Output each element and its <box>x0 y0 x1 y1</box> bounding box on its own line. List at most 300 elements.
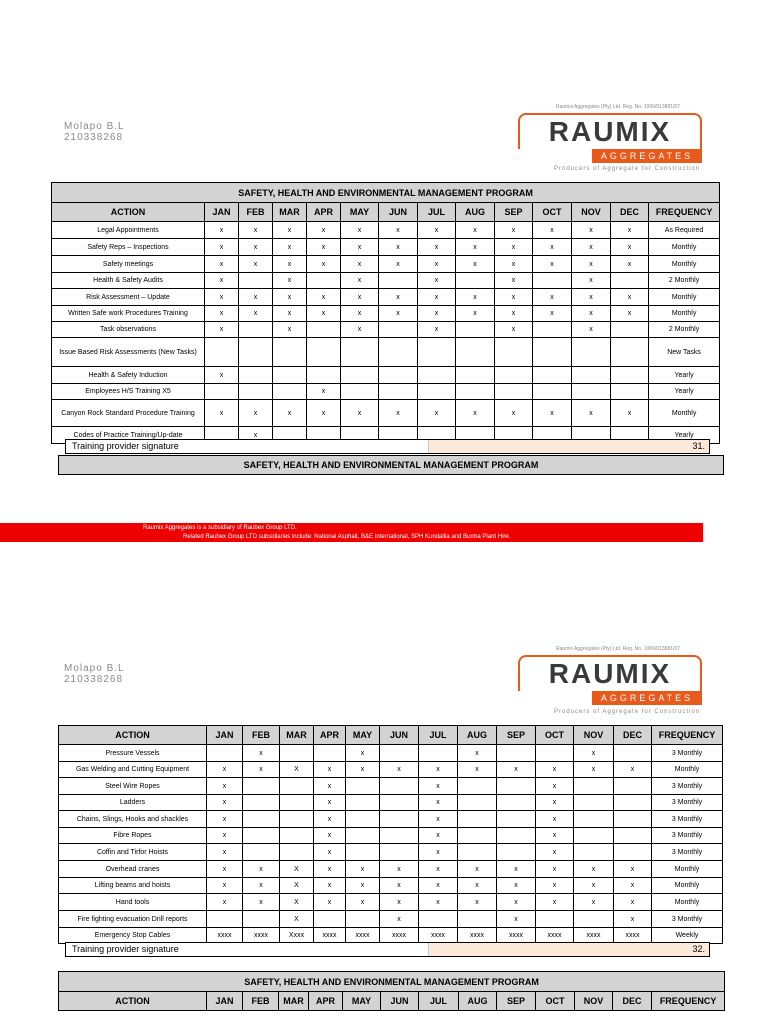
month-mark: x <box>418 239 456 256</box>
month-mark: x <box>239 222 273 239</box>
col-header-month: MAY <box>346 726 380 745</box>
month-mark: X <box>280 878 314 894</box>
col-header-month: MAR <box>279 992 309 1011</box>
col-header-month: SEP <box>495 203 533 222</box>
month-mark: x <box>207 894 243 911</box>
row-frequency: 2 Monthly <box>649 273 720 289</box>
month-mark <box>207 911 243 928</box>
month-mark: x <box>205 289 239 306</box>
month-mark: x <box>341 306 379 322</box>
row-action: Written Safe work Procedures Training <box>52 306 205 322</box>
row-frequency: Yearly <box>649 384 720 400</box>
month-mark <box>280 745 314 762</box>
month-mark: x <box>314 861 346 878</box>
month-mark <box>614 745 652 762</box>
month-mark <box>280 811 314 828</box>
col-header-action: ACTION <box>52 203 205 222</box>
month-mark <box>458 844 497 861</box>
month-mark: x <box>379 306 418 322</box>
month-mark: x <box>205 322 239 338</box>
table-row <box>52 322 720 338</box>
month-mark <box>239 322 273 338</box>
month-mark: x <box>536 894 574 911</box>
month-mark <box>380 778 419 795</box>
month-mark: x <box>574 878 614 894</box>
row-action: Coffin and Tirfor Hoists <box>59 844 207 861</box>
row-action: Pressure Vessels <box>59 745 207 762</box>
month-mark <box>243 828 280 844</box>
month-mark <box>346 844 380 861</box>
month-mark: x <box>572 306 611 322</box>
month-mark: x <box>419 811 458 828</box>
month-mark: x <box>418 289 456 306</box>
month-mark <box>314 911 346 928</box>
month-mark: x <box>205 239 239 256</box>
month-mark <box>380 844 419 861</box>
month-mark: x <box>572 256 611 273</box>
month-mark: x <box>536 878 574 894</box>
month-mark <box>243 795 280 811</box>
month-mark: x <box>533 400 572 427</box>
month-mark: x <box>418 322 456 338</box>
row-action: Gas Welding and Cutting Equipment <box>59 762 207 778</box>
month-mark: x <box>314 811 346 828</box>
month-mark: x <box>611 289 649 306</box>
banner-line-2: Related Raubex Group LTD subsidiaries include: National Asphalt, B&E International, SPH Kundalila and Burma Plant Hire. <box>183 534 511 540</box>
month-mark: x <box>614 861 652 878</box>
table-row <box>52 338 720 367</box>
col-header-month: APR <box>314 726 346 745</box>
month-mark <box>614 828 652 844</box>
row-frequency: 2 Monthly <box>649 322 720 338</box>
month-mark: x <box>574 745 614 762</box>
month-mark: x <box>341 256 379 273</box>
month-mark: x <box>533 239 572 256</box>
month-mark <box>273 338 307 367</box>
month-mark <box>418 384 456 400</box>
month-mark: x <box>456 289 495 306</box>
month-mark: xxxx <box>314 928 346 944</box>
month-mark <box>533 367 572 384</box>
month-mark <box>379 273 418 289</box>
col-header-month: APR <box>309 992 343 1011</box>
month-mark <box>611 367 649 384</box>
month-mark: x <box>307 256 341 273</box>
month-mark <box>497 795 536 811</box>
month-mark: x <box>495 306 533 322</box>
month-mark: x <box>314 878 346 894</box>
col-header-month: NOV <box>575 992 613 1011</box>
month-mark: x <box>614 894 652 911</box>
month-mark: x <box>456 222 495 239</box>
registration-number: Raumix Aggregates (Pty) Ltd. Reg. No. 1999/013881/07 <box>556 104 680 110</box>
month-mark: xxxx <box>614 928 652 944</box>
month-mark: x <box>239 427 273 444</box>
month-mark: x <box>207 762 243 778</box>
month-mark: x <box>536 844 574 861</box>
month-mark: x <box>346 894 380 911</box>
month-mark <box>456 338 495 367</box>
row-frequency: Monthly <box>649 306 720 322</box>
month-mark: x <box>497 861 536 878</box>
month-mark: x <box>239 239 273 256</box>
month-mark: x <box>572 239 611 256</box>
table-header-row <box>52 203 720 222</box>
col-header-month: APR <box>307 203 341 222</box>
month-mark: x <box>572 273 611 289</box>
month-mark <box>533 322 572 338</box>
month-mark: x <box>273 239 307 256</box>
author-name: Molapo B.L <box>64 663 125 674</box>
row-frequency: Monthly <box>652 861 723 878</box>
month-mark: x <box>341 289 379 306</box>
month-mark: x <box>314 762 346 778</box>
col-header-month: OCT <box>533 203 572 222</box>
program-table-2 <box>58 725 723 944</box>
table-row <box>52 306 720 322</box>
col-header-action: ACTION <box>59 726 207 745</box>
month-mark <box>572 384 611 400</box>
month-mark <box>307 338 341 367</box>
month-mark: x <box>497 762 536 778</box>
month-mark: xxxx <box>207 928 243 944</box>
month-mark: x <box>239 289 273 306</box>
month-mark: x <box>572 222 611 239</box>
month-mark <box>497 778 536 795</box>
table-header-row <box>59 992 725 1011</box>
month-mark: X <box>280 762 314 778</box>
month-mark <box>497 844 536 861</box>
row-frequency: Monthly <box>652 894 723 911</box>
month-mark: x <box>418 273 456 289</box>
month-mark: x <box>307 306 341 322</box>
month-mark: x <box>611 306 649 322</box>
col-header-month: OCT <box>536 726 574 745</box>
col-header-month: JUL <box>419 992 459 1011</box>
month-mark <box>280 778 314 795</box>
month-mark: x <box>207 861 243 878</box>
month-mark: x <box>458 762 497 778</box>
row-frequency: Yearly <box>649 367 720 384</box>
month-mark: x <box>239 306 273 322</box>
month-mark <box>346 911 380 928</box>
month-mark <box>273 367 307 384</box>
company-tagline: Producers of Aggregate for Construction <box>554 166 701 172</box>
month-mark <box>497 828 536 844</box>
raumix-logo <box>518 655 702 705</box>
col-header-month: SEP <box>497 992 536 1011</box>
month-mark: x <box>419 828 458 844</box>
month-mark <box>239 273 273 289</box>
col-header-month: DEC <box>611 203 649 222</box>
month-mark: xxxx <box>243 928 280 944</box>
month-mark: x <box>572 289 611 306</box>
month-mark: x <box>419 778 458 795</box>
month-mark <box>346 795 380 811</box>
month-mark <box>611 322 649 338</box>
month-mark: x <box>497 894 536 911</box>
col-header-month: AUG <box>456 203 495 222</box>
month-mark: x <box>205 367 239 384</box>
table-row <box>59 745 723 762</box>
table-row <box>52 222 720 239</box>
program-table-1 <box>51 182 720 444</box>
month-mark <box>572 338 611 367</box>
month-mark: x <box>419 844 458 861</box>
month-mark: x <box>418 306 456 322</box>
table-row <box>59 778 723 795</box>
month-mark: x <box>346 762 380 778</box>
month-mark <box>497 811 536 828</box>
month-mark: x <box>456 400 495 427</box>
table-title: SAFETY, HEALTH AND ENVIRONMENTAL MANAGEMENT PROGRAM <box>59 972 725 992</box>
table-row <box>59 911 723 928</box>
row-action: Codes of Practice Training/Up-date <box>52 427 205 444</box>
month-mark: x <box>341 222 379 239</box>
signature-label: Training provider signature <box>66 440 428 453</box>
signature-bar <box>65 942 710 957</box>
month-mark: x <box>495 239 533 256</box>
month-mark <box>243 844 280 861</box>
month-mark: x <box>314 778 346 795</box>
month-mark: x <box>307 239 341 256</box>
month-mark: Xxxx <box>280 928 314 944</box>
col-header-frequency: FREQUENCY <box>649 203 720 222</box>
row-action: Fibre Ropes <box>59 828 207 844</box>
table-row <box>59 844 723 861</box>
month-mark <box>572 367 611 384</box>
month-mark: x <box>379 289 418 306</box>
month-mark <box>614 778 652 795</box>
month-mark <box>341 367 379 384</box>
month-mark <box>574 795 614 811</box>
row-action: Hand tools <box>59 894 207 911</box>
col-header-month: FEB <box>243 992 279 1011</box>
month-mark: xxxx <box>574 928 614 944</box>
month-mark: x <box>574 762 614 778</box>
month-mark: x <box>419 878 458 894</box>
col-header-month: OCT <box>536 992 575 1011</box>
col-header-month: JUN <box>381 992 419 1011</box>
month-mark: x <box>380 911 419 928</box>
month-mark: x <box>273 322 307 338</box>
month-mark: x <box>207 828 243 844</box>
month-mark: x <box>243 878 280 894</box>
month-mark: x <box>458 861 497 878</box>
month-mark: x <box>273 306 307 322</box>
col-header-month: NOV <box>574 726 614 745</box>
col-header-month: MAY <box>343 992 381 1011</box>
month-mark: x <box>314 795 346 811</box>
month-mark: x <box>379 400 418 427</box>
month-mark <box>205 384 239 400</box>
month-mark: x <box>205 273 239 289</box>
col-header-month: DEC <box>613 992 652 1011</box>
month-mark: xxxx <box>380 928 419 944</box>
month-mark: x <box>572 400 611 427</box>
month-mark <box>239 338 273 367</box>
month-mark <box>239 384 273 400</box>
month-mark <box>346 828 380 844</box>
month-mark: x <box>458 745 497 762</box>
month-mark <box>533 338 572 367</box>
month-mark: x <box>572 322 611 338</box>
month-mark: x <box>419 894 458 911</box>
month-mark <box>380 811 419 828</box>
month-mark: x <box>307 289 341 306</box>
company-tagline: Producers of Aggregate for Construction <box>554 709 701 715</box>
month-mark <box>205 338 239 367</box>
month-mark <box>280 795 314 811</box>
month-mark: x <box>536 828 574 844</box>
month-mark: x <box>495 273 533 289</box>
month-mark: x <box>207 778 243 795</box>
month-mark: x <box>536 778 574 795</box>
month-mark <box>456 384 495 400</box>
col-header-month: NOV <box>572 203 611 222</box>
month-mark: X <box>280 911 314 928</box>
month-mark: x <box>458 894 497 911</box>
row-action: Steel Wire Ropes <box>59 778 207 795</box>
row-frequency: 3 Monthly <box>652 844 723 861</box>
month-mark <box>307 273 341 289</box>
month-mark <box>307 367 341 384</box>
month-mark: x <box>458 878 497 894</box>
month-mark: x <box>207 878 243 894</box>
month-mark <box>341 338 379 367</box>
month-mark <box>458 778 497 795</box>
logo-sub-text: AGGREGATES <box>600 150 694 161</box>
row-frequency: 3 Monthly <box>652 778 723 795</box>
col-header-month: FEB <box>243 726 280 745</box>
month-mark: x <box>307 384 341 400</box>
month-mark <box>456 322 495 338</box>
month-mark: x <box>207 795 243 811</box>
month-mark: x <box>207 811 243 828</box>
month-mark: X <box>280 894 314 911</box>
page-number: 31. <box>428 440 709 453</box>
month-mark: x <box>419 795 458 811</box>
month-mark: x <box>346 861 380 878</box>
month-mark <box>380 745 419 762</box>
month-mark: x <box>418 256 456 273</box>
col-header-month: MAR <box>273 203 307 222</box>
month-mark: x <box>314 844 346 861</box>
month-mark <box>314 745 346 762</box>
month-mark <box>536 911 574 928</box>
month-mark <box>380 795 419 811</box>
table-row <box>59 795 723 811</box>
month-mark <box>346 811 380 828</box>
row-action: Issue Based Risk Assessments (New Tasks) <box>52 338 205 367</box>
month-mark <box>495 338 533 367</box>
month-mark: x <box>341 400 379 427</box>
row-action: Emergency Stop Cables <box>59 928 207 944</box>
month-mark <box>418 338 456 367</box>
month-mark: x <box>419 861 458 878</box>
month-mark: x <box>533 289 572 306</box>
month-mark: x <box>495 289 533 306</box>
month-mark: x <box>346 878 380 894</box>
month-mark <box>418 367 456 384</box>
month-mark <box>495 384 533 400</box>
row-action: Chains, Slings, Hooks and shackles <box>59 811 207 828</box>
row-frequency: 3 Monthly <box>652 828 723 844</box>
month-mark <box>614 811 652 828</box>
row-frequency: Monthly <box>649 239 720 256</box>
table-row <box>52 273 720 289</box>
month-mark: x <box>536 762 574 778</box>
col-header-action: ACTION <box>59 992 207 1011</box>
row-frequency: Weekly <box>652 928 723 944</box>
signature-label: Training provider signature <box>66 943 428 956</box>
month-mark <box>497 745 536 762</box>
footer-title: SAFETY, HEALTH AND ENVIRONMENTAL MANAGEMENT PROGRAM <box>58 455 724 475</box>
month-mark: x <box>380 762 419 778</box>
row-action: Risk Assessment – Update <box>52 289 205 306</box>
month-mark: x <box>495 222 533 239</box>
month-mark: x <box>614 911 652 928</box>
col-header-month: MAY <box>341 203 379 222</box>
col-header-month: JUN <box>379 203 418 222</box>
month-mark: xxxx <box>419 928 458 944</box>
month-mark: x <box>418 222 456 239</box>
row-frequency: Monthly <box>649 289 720 306</box>
banner-line-1: Raumix Aggregates is a subsidiary of Raubex Group LTD. <box>143 525 297 531</box>
month-mark: x <box>611 222 649 239</box>
col-header-month: JUL <box>419 726 458 745</box>
month-mark: x <box>456 306 495 322</box>
row-frequency: Monthly <box>652 878 723 894</box>
row-frequency: Monthly <box>652 762 723 778</box>
month-mark: x <box>611 400 649 427</box>
month-mark: x <box>205 256 239 273</box>
month-mark: x <box>341 273 379 289</box>
logo-sub-text: AGGREGATES <box>600 692 694 703</box>
registration-number: Raumix Aggregates (Pty) Ltd. Reg. No. 1999/013881/07 <box>556 646 680 652</box>
logo-main-text: RAUMIX <box>548 658 672 689</box>
row-frequency: 3 Monthly <box>652 745 723 762</box>
month-mark: x <box>614 762 652 778</box>
col-header-month: MAR <box>280 726 314 745</box>
month-mark: x <box>346 745 380 762</box>
month-mark: x <box>207 844 243 861</box>
month-mark <box>574 844 614 861</box>
month-mark: x <box>536 861 574 878</box>
month-mark: x <box>379 256 418 273</box>
month-mark: x <box>314 828 346 844</box>
raumix-logo <box>518 113 702 163</box>
month-mark <box>419 745 458 762</box>
month-mark: x <box>456 256 495 273</box>
col-header-month: JAN <box>205 203 239 222</box>
month-mark: x <box>533 222 572 239</box>
month-mark: x <box>456 239 495 256</box>
table-row <box>52 239 720 256</box>
page-number: 32. <box>428 943 709 956</box>
month-mark <box>456 367 495 384</box>
table-row <box>52 367 720 384</box>
table-row <box>59 762 723 778</box>
row-action: Health & Safety Induction <box>52 367 205 384</box>
row-action: Safety meetings <box>52 256 205 273</box>
row-frequency: 3 Monthly <box>652 911 723 928</box>
month-mark <box>419 911 458 928</box>
col-header-month: AUG <box>458 726 497 745</box>
row-frequency: Yearly <box>649 427 720 444</box>
col-header-month: JUL <box>418 203 456 222</box>
month-mark: x <box>307 222 341 239</box>
